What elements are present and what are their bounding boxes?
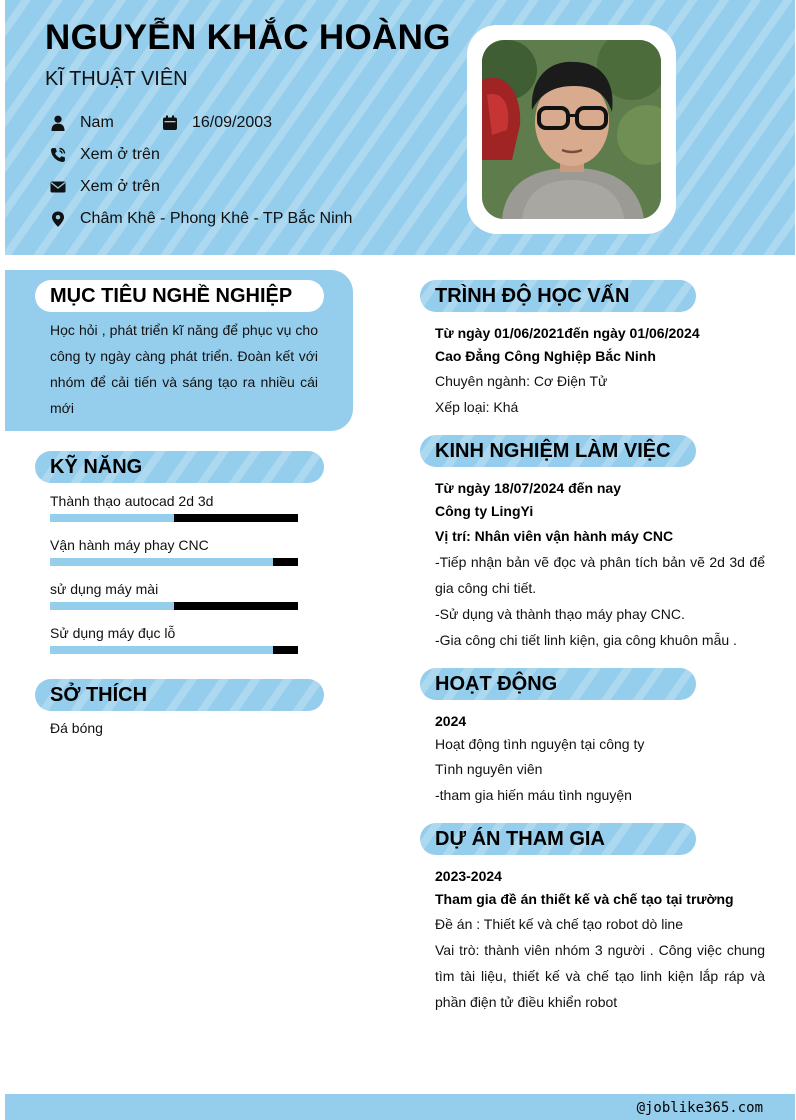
hobbies-title: SỞ THÍCH [50,684,148,706]
education-major: Chuyên ngành: Cơ Điện Tử [435,373,608,389]
footer-watermark: @joblike365.com [636,1100,763,1116]
skill-bar-fill [50,514,174,522]
experience-company: Công ty LingYi [435,503,534,519]
footer-bar [5,1094,795,1120]
activities-name: Hoạt động tình nguyện tại công ty [435,736,645,752]
job-title: KĨ THUẬT VIÊN [45,68,188,90]
email-value: Xem ở trên [80,178,160,195]
skills-title: KỸ NĂNG [50,456,143,478]
candidate-name: NGUYỄN KHẮC HOÀNG [45,18,451,57]
map-pin-icon [50,211,66,227]
skill-label: Vận hành máy phay CNC [50,537,209,553]
skill-bar [50,646,298,654]
education-school: Cao Đẳng Công Nghiệp Bắc Ninh [435,348,656,364]
education-period: Từ ngày 01/06/2021đến ngày 01/06/2024 [435,325,700,341]
phone-icon [50,147,66,163]
envelope-icon [50,179,66,195]
activities-title: HOẠT ĐỘNG [435,673,558,695]
experience-title: KINH NGHIỆM LÀM VIỆC [435,440,671,462]
experience-period: Từ ngày 18/07/2024 đến nay [435,480,622,496]
birthday-row [162,114,272,132]
profile-photo [482,40,661,219]
address-row [50,210,352,228]
activities-detail: -tham gia hiến máu tình nguyện [435,787,632,803]
user-icon [50,115,66,131]
experience-detail: -Tiếp nhận bản vẽ đọc và phân tích bản vẽ 2d 3d để gia công chi tiết. [435,554,765,596]
phone-value: Xem ở trên [80,146,160,163]
skill-label: sử dụng máy mài [50,581,159,597]
skill-label: Sử dụng máy đục lỗ [50,625,176,641]
objective-title: MỤC TIÊU NGHỀ NGHIỆP [50,285,293,307]
calendar-icon [162,115,178,131]
projects-role: Vai trò: thành viên nhóm 3 người . Công việc chung tìm tài liệu, thiết kế và chế tạo linh kiện lắp ráp và phần điện tử điều khiển robot [435,942,765,1010]
skill-bar-fill [50,602,174,610]
birthday-value: 16/09/2003 [192,114,273,131]
experience-position: Vị trí: Nhân viên vận hành máy CNC [435,528,674,544]
photo-frame [467,25,676,234]
email-row [50,178,160,196]
education-grade: Xếp loại: Khá [435,399,519,415]
skill-label: Thành thạo autocad 2d 3d [50,493,214,509]
hobby-item: Đá bóng [50,720,103,736]
skill-bar [50,602,298,610]
experience-detail: -Sử dụng và thành thạo máy phay CNC. [435,606,685,622]
skill-bar-fill [50,558,273,566]
address-value: Châm Khê - Phong Khê - TP Bắc Ninh [80,210,353,227]
experience-detail: -Gia công chi tiết linh kiện, gia công khuôn mẫu . [435,632,737,648]
projects-title: DỰ ÁN THAM GIA [435,828,605,850]
projects-period: 2023-2024 [435,868,502,884]
activities-role: Tình nguyên viên [435,761,543,777]
gender-row [50,114,114,132]
skill-bar [50,558,298,566]
gender-value: Nam [80,114,114,131]
projects-description: Đề án : Thiết kế và chế tạo robot dò line [435,916,684,932]
projects-name: Tham gia đề án thiết kế và chế tạo tại trường [435,891,734,907]
skill-bar-fill [50,646,273,654]
skill-bar [50,514,298,522]
phone-row [50,146,160,164]
education-title: TRÌNH ĐỘ HỌC VẤN [435,285,630,307]
activities-year: 2024 [435,713,467,729]
objective-text: Học hỏi , phát triển kĩ năng để phục vụ cho công ty ngày càng phát triển. Đoàn kết với nhóm để cải tiến và sáng tạo ra nhiều cái mới [50,322,318,416]
